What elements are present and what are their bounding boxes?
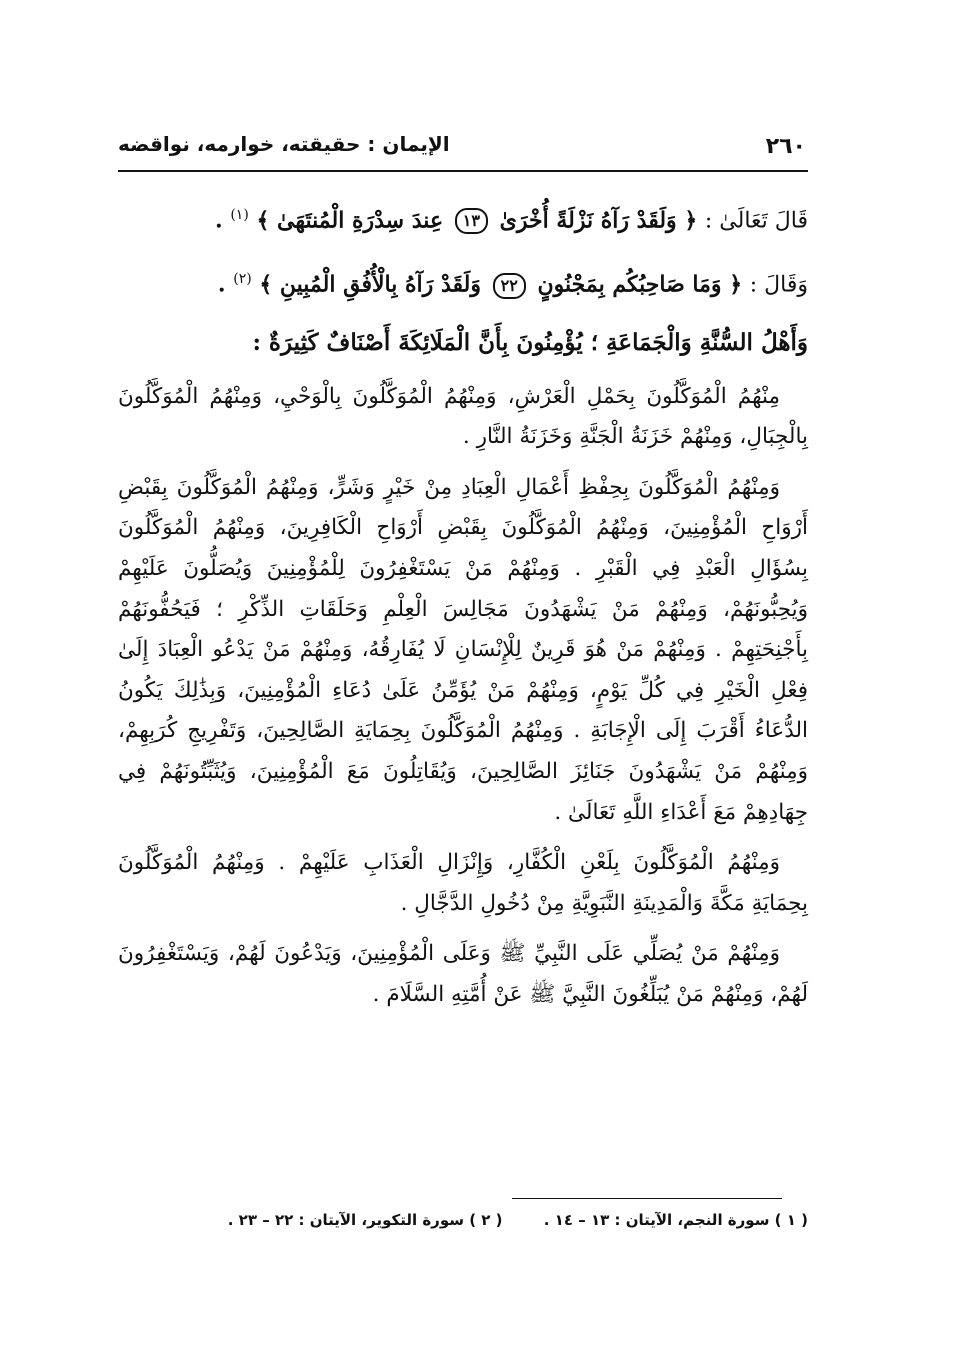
sentence-end: . [217,271,226,298]
verse-text: وَلَقَدْ رَآهُ بِالْأُفُقِ الْمُبِينِ ﴾ [259,271,481,298]
quote-intro: قَالَ تَعَالَىٰ : [704,208,808,234]
verse-text: ﴿ وَلَقَدْ رَآهُ نَزْلَةً أُخْرَىٰ [499,207,698,234]
quran-quote-2 [118,250,808,314]
quote-intro: وَقَالَ : [749,272,808,298]
footnote: ( ٢ ) سورة التكوير، الآيتان : ٢٢ – ٢٣ . [227,1211,503,1229]
verse-text: عِندَ سِدْرَةِ الْمُنتَهَىٰ ﴾ [256,207,444,234]
paragraph: وَمِنْهُمُ الْمُوَكَّلُونَ بِلَعْنِ الْكُفَّارِ، وَإِنْزَالِ الْعَذَابِ عَلَيْهِمْ . وَمِنْهُمُ الْمُوَكَّلُونَ بِحِمَايَةِ مَكَّةَ وَالْمَدِينَةِ النَّبَوِيَّةِ مِنْ دُخُولِ الدَّجَّالِ . [118,850,808,916]
paragraph: وَمِنْهُمُ الْمُوَكَّلُونَ بِحِفْظِ أَعْمَالِ الْعِبَادِ مِنْ خَيْرٍ وَشَرٍّ، وَمِنْهُمُ الْمُوَكَّلُونَ بِقَبْضِ أَرْوَاحِ الْمُؤْمِنِينَ، وَمِنْهُمُ الْمُوَكَّلُونَ بِقَبْضِ أَرْوَاحِ الْكَافِرِينَ، وَمِنْهُمُ الْمُوَكَّلُونَ بِسُؤَالِ الْعَبْدِ فِي الْقَبْرِ . وَمِنْهُمْ مَنْ يَسْتَغْفِرُونَ لِلْمُؤْمِنِينَ وَيُصَلُّونَ عَلَيْهِمْ وَيُحِبُّونَهُمْ، وَمِنْهُمْ مَنْ يَشْهَدُونَ مَجَالِسَ الْعِلْمِ وَحَلَقَاتِ الذِّكْرِ ؛ فَيَحُفُّونَهُمْ بِأَجْنِحَتِهِمْ . وَمِنْهُمْ مَنْ هُوَ قَرِينٌ لِلْإِنْسَانِ لَا يُفَارِقُهُ، وَمِنْهُمْ مَنْ يَدْعُو الْعِبَادَ إِلَىٰ فِعْلِ الْخَيْرِ فِي كُلِّ يَوْمٍ، وَمِنْهُمْ مَنْ يُؤَمِّنُ عَلَىٰ دُعَاءِ الْمُؤْمِنِينَ، وَبِذَٰلِكَ يَكُونُ الدُّعَاءُ أَقْرَبَ إِلَى الْإِجَابَةِ . وَمِنْهُمُ الْمُوَكَّلُونَ بِحِمَايَةِ الصَّالِحِينَ، وَتَفْرِيجِ كُرَبِهِمْ، وَمِنْهُمْ مَنْ يَشْهَدُونَ جَنَائِزَ الصَّالِحِينَ، وَيُقَاتِلُونَ مَعَ الْمُؤْمِنِينَ، وَيُثَبِّتُونَهُمْ فِي جِهَادِهِمْ مَعَ أَعْدَاءِ اللَّهِ تَعَالَىٰ . [118,474,808,825]
header-divider [118,170,808,172]
ayah-number-marker: ١٣ [455,208,488,234]
quran-quote-1 [118,186,808,250]
paragraph: وَمِنْهُمْ مَنْ يُصَلِّي عَلَى النَّبِيِّ ﷺ وَعَلَى الْمُؤْمِنِينَ، وَيَدْعُونَ لَهُمْ، وَيَسْتَغْفِرُونَ لَهُمْ، وَمِنْهُمْ مَنْ يُبَلِّغُونَ النَّبِيَّ ﷺ عَنْ أُمَّتِهِ السَّلَامَ . [118,941,808,1007]
book-title: الإيمان : حقيقته، خوارمه، نواقضه [118,132,450,156]
footnote-reference: (٢) [233,271,252,288]
footnote-divider [512,1198,782,1199]
footnotes [118,1208,808,1232]
page-number: ٢٦٠ [765,134,806,159]
section-heading: وَأَهْلُ السُّنَّةِ وَالْجَمَاعَةِ ؛ يُؤْمِنُونَ بِأَنَّ الْمَلَائِكَةَ أَصْنَافٌ كَثِيرَةٌ : [252,328,808,356]
verse-text: ﴿ وَمَا صَاحِبُكُم بِمَجْنُونٍ [537,271,743,298]
ayah-number-marker: ٢٢ [493,273,526,299]
footnote-reference: (١) [230,207,249,223]
footnote: ( ١ ) سورة النجم، الآيتان : ١٣ – ١٤ . [543,1211,808,1229]
page-body [118,186,808,1016]
paragraph: مِنْهُمُ الْمُوَكَّلُونَ بِحَمْلِ الْعَرْشِ، وَمِنْهُمُ الْمُوَكَّلُونَ بِالْوَحْيِ، وَمِنْهُمُ الْمُوَكَّلُونَ بِالْجِبَالِ، وَمِنْهُمْ خَزَنَةُ الْجَنَّةِ وَخَزَنَةُ النَّارِ . [118,383,808,450]
running-header [118,128,806,168]
sentence-end: . [214,207,223,234]
